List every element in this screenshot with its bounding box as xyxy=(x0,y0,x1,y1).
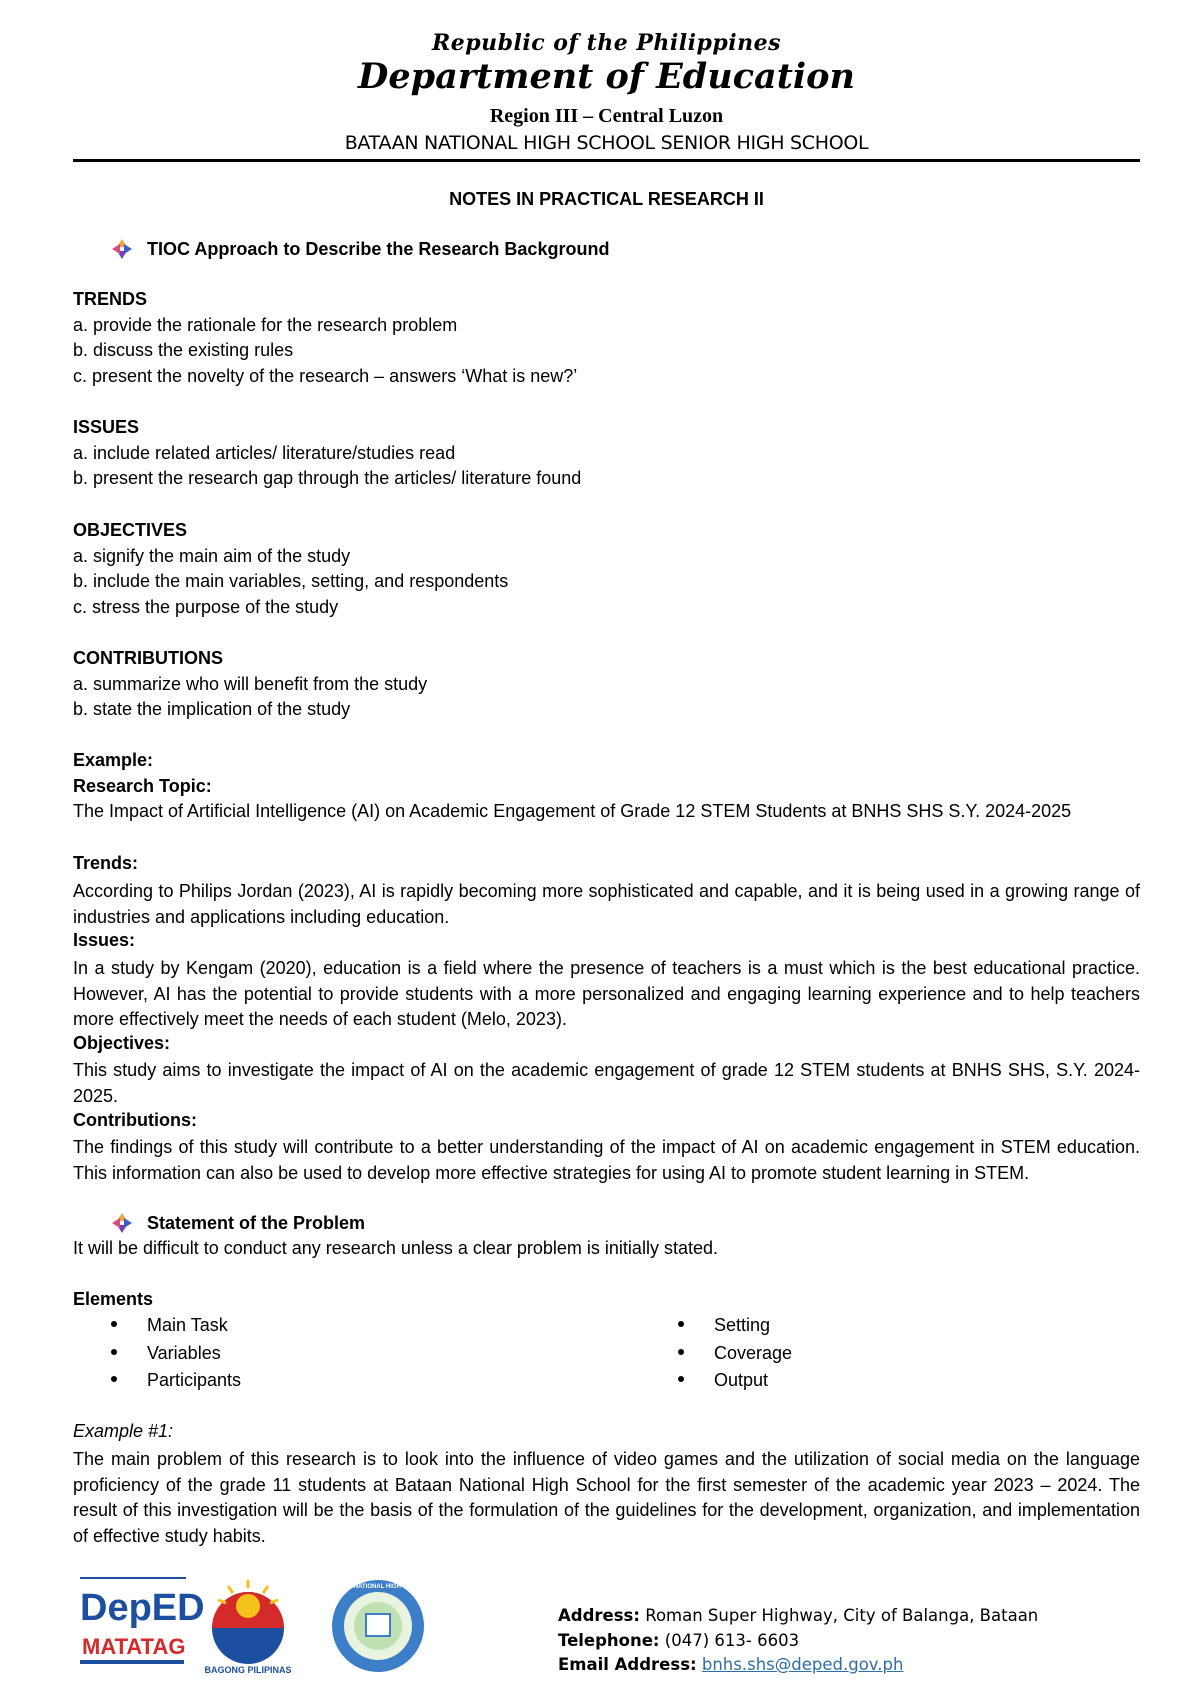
example1-text: The main problem of this research is to look into the influence of video games and the utilization of social media on the language proficiency of the grade 11 students at Bataan National High School for the first semester of the academic year 2023 – 2024. The result of this investigation will be the basis of the formulation of the guidelines for the development, organization, and implementation of effective study habits. xyxy=(73,1449,1140,1546)
page-title: NOTES IN PRACTICAL RESEARCH II xyxy=(449,189,764,209)
example-label: Example: xyxy=(73,750,154,770)
bullet-icon xyxy=(111,1321,117,1327)
list-item: b. state the implication of the study xyxy=(73,699,351,719)
header-republic: Republic of the Philippines xyxy=(431,30,782,56)
list-item: Coverage xyxy=(678,1343,792,1364)
list-item: a. signify the main aim of the study xyxy=(73,546,351,566)
document-page xyxy=(73,0,1140,1696)
svg-text:BAGONG PILIPINAS: BAGONG PILIPINAS xyxy=(204,1665,292,1675)
email-link[interactable]: bnhs.shs@deped.gov.ph xyxy=(701,1655,904,1674)
example-objectives-text: This study aims to investigate the impact of AI on the academic engagement of grade 12 STEM students at BNHS SHS, S.Y. 2024-2025. xyxy=(73,1060,1140,1106)
bullet-icon xyxy=(678,1376,684,1382)
school-seal-logo xyxy=(328,1580,429,1672)
list-item: Output xyxy=(678,1370,768,1391)
arrow-bullet-icon xyxy=(111,238,133,260)
list-item: Participants xyxy=(111,1370,241,1391)
contributions-heading: CONTRIBUTIONS xyxy=(73,648,223,668)
example-trends-label: Trends: xyxy=(73,853,139,873)
section-tioc xyxy=(111,238,609,260)
bagong-pilipinas-logo xyxy=(204,1580,291,1675)
example-issues-text: In a study by Kengam (2020), education is a field where the presence of teachers is a must which is the best educational practice. However, AI has the potential to provide students with a more personalized and engaging learning experience and to help teachers more effectively meet the needs of each student (Melo, 2023). xyxy=(73,958,1140,1029)
footer-address-block xyxy=(558,1604,1038,1678)
research-topic-text: The Impact of Artificial Intelligence (AI) on Academic Engagement of Grade 12 STEM Students at BNHS SHS S.Y. 2024-2025 xyxy=(73,801,1072,821)
header-school: BATAAN NATIONAL HIGH SCHOOL SENIOR HIGH SCHOOL xyxy=(344,132,869,154)
deped-matatag-logo xyxy=(80,1578,205,1664)
example-contributions-label: Contributions: xyxy=(73,1110,197,1130)
objectives-heading: OBJECTIVES xyxy=(73,520,188,540)
bullet-icon xyxy=(111,1376,117,1382)
example-objectives-label: Objectives: xyxy=(73,1033,171,1053)
arrow-bullet-icon xyxy=(111,1212,133,1234)
list-item: c. stress the purpose of the study xyxy=(73,597,339,617)
list-item: Setting xyxy=(678,1315,770,1336)
email-line: Email Address: bnhs.shs@deped.gov.ph xyxy=(558,1655,904,1674)
list-item: Variables xyxy=(111,1343,221,1364)
section-problem-heading: Statement of the Problem xyxy=(147,1212,366,1233)
research-topic-label: Research Topic: xyxy=(73,776,212,796)
bullet-icon xyxy=(111,1349,117,1355)
example1-label: Example #1: xyxy=(73,1421,174,1441)
bullet-icon xyxy=(678,1349,684,1355)
telephone-line: Telephone: (047) 613- 6603 xyxy=(558,1630,800,1650)
bullet-icon xyxy=(678,1321,684,1327)
svg-text:BATAAN NATIONAL HIGH SCHOOL: BATAAN NATIONAL HIGH SCHOOL xyxy=(327,1584,429,1590)
header-department: Department of Education xyxy=(358,56,855,97)
list-item: a. provide the rationale for the research problem xyxy=(73,315,458,335)
issues-heading: ISSUES xyxy=(73,417,140,437)
address-line: Address: Roman Super Highway, City of Balanga, Bataan xyxy=(558,1606,1039,1625)
svg-text:MATATAG: MATATAG xyxy=(82,1634,186,1659)
footer-logos xyxy=(78,1576,458,1676)
example-contributions-text: The findings of this study will contribute to a better understanding of the impact of AI on academic engagement in STEM education. This information can also be used to develop more effective strategies for using AI to promote student learning in STEM. xyxy=(73,1137,1140,1183)
list-item: Main Task xyxy=(111,1315,228,1336)
trends-heading: TRENDS xyxy=(73,289,148,309)
header-region: Region III – Central Luzon xyxy=(489,105,724,127)
header-divider xyxy=(73,159,1140,162)
example-trends-text: According to Philips Jordan (2023), AI is rapidly becoming more sophisticated and capable, and it is being used in a growing range of industries and applications including education. xyxy=(73,881,1140,927)
example-issues-label: Issues: xyxy=(73,930,136,950)
list-item: a. include related articles/ literature/studies read xyxy=(73,443,456,463)
list-item: c. present the novelty of the research – answers ‘What is new?’ xyxy=(73,366,578,386)
list-item: b. discuss the existing rules xyxy=(73,340,294,360)
elements-heading: Elements xyxy=(73,1289,154,1309)
list-item: b. include the main variables, setting, and respondents xyxy=(73,571,509,591)
list-item: b. present the research gap through the articles/ literature found xyxy=(73,468,582,488)
svg-text:DepED: DepED xyxy=(80,1587,205,1629)
section-tioc-heading: TIOC Approach to Describe the Research Background xyxy=(147,238,610,259)
section-problem xyxy=(111,1212,365,1234)
list-item: a. summarize who will benefit from the study xyxy=(73,674,428,694)
problem-intro: It will be difficult to conduct any research unless a clear problem is initially stated. xyxy=(73,1238,718,1258)
